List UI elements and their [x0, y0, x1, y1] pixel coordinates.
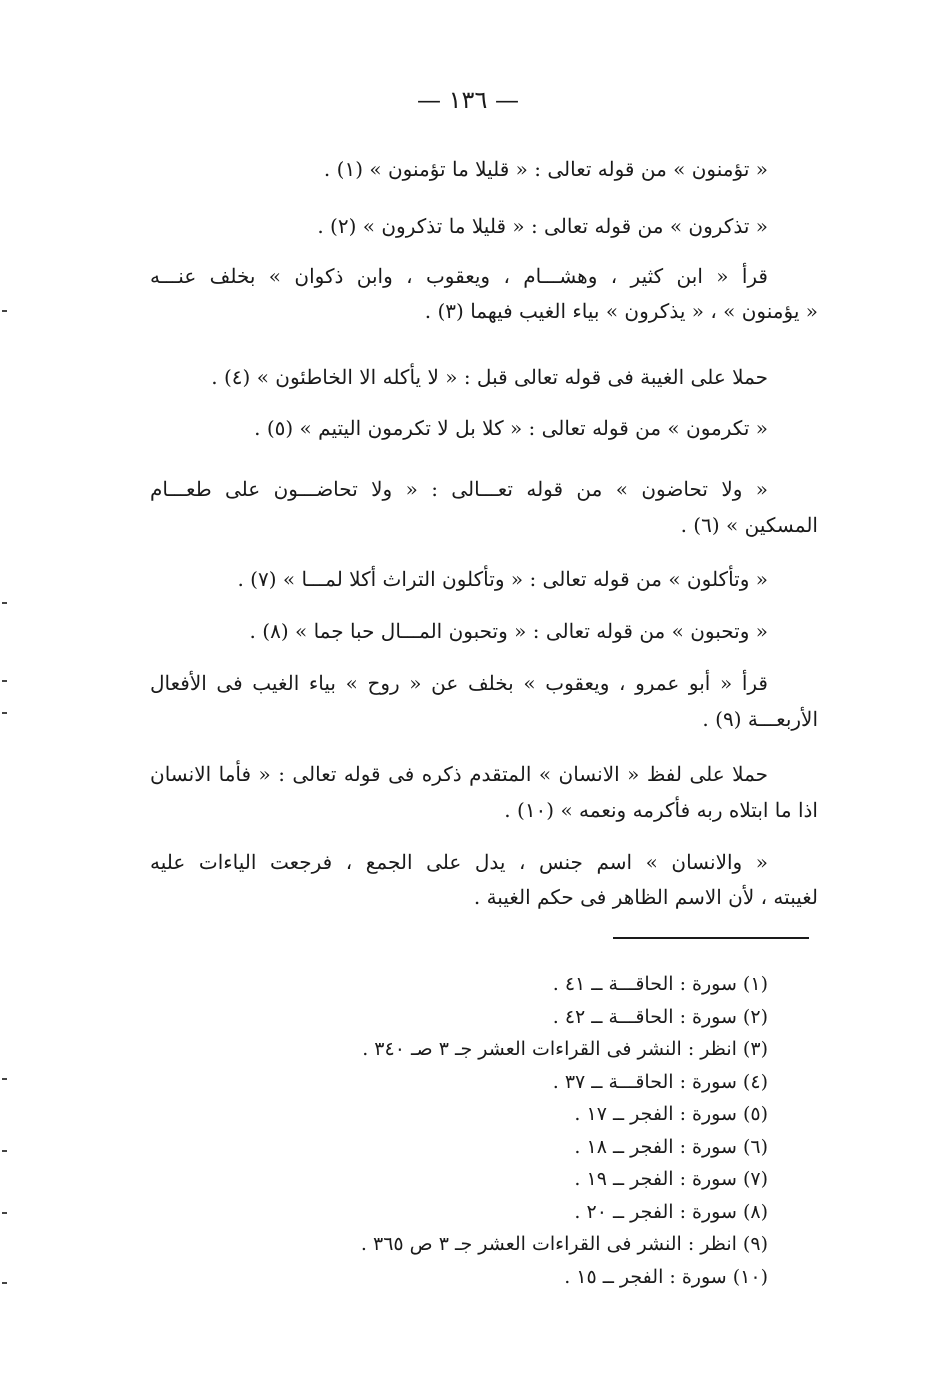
footnote: (١٠) سورة : الفجر ــ ١٥ . — [564, 1266, 768, 1288]
scan-speck — [2, 1212, 7, 1214]
body-line: « وتأكلون » من قوله تعالى : « وتأكلون التراث أكلا لمـــا » (٧) . — [237, 567, 768, 591]
footnote-divider — [613, 937, 809, 939]
body-line: لغيبته ، لأن الاسم الظاهر فى حكم الغيبة . — [473, 885, 818, 909]
page-number: — ١٣٦ — — [417, 86, 519, 114]
body-line: المسكين » (٦) . — [680, 513, 818, 537]
body-line: « ولا تحاضون » من قوله تعـــالى : « ولا تحاضـــون على طعـــام — [150, 477, 768, 501]
scan-speck — [2, 602, 7, 604]
scan-speck — [2, 712, 7, 714]
body-line: قرأ « ابن كثير ، وهشـــام ، ويعقوب ، وابن ذكوان » بخلف عنـــه — [150, 264, 768, 288]
body-line: « والانسان » اسم جنس ، يدل على الجمع ، فرجعت الياءات عليه — [150, 850, 768, 874]
footnote: (٧) سورة : الفجر ــ ١٩ . — [574, 1168, 768, 1190]
scan-speck — [2, 1150, 7, 1152]
body-line: قرأ « أبو عمرو ، ويعقوب » بخلف عن « روح » بياء الغيب فى الأفعال — [150, 671, 768, 695]
footnote: (١) سورة : الحاقـــة ــ ٤١ . — [552, 973, 768, 995]
body-line: « تكرمون » من قوله تعالى : « كلا بل لا تكرمون اليتيم » (٥) . — [254, 416, 768, 440]
footnote: (٨) سورة : الفجر ــ ٢٠ . — [574, 1201, 768, 1223]
body-line: اذا ما ابتلاه ربه فأكرمه ونعمه » (١٠) . — [504, 798, 818, 822]
footnote: (٦) سورة : الفجر ــ ١٨ . — [574, 1136, 768, 1158]
footnote: (٥) سورة : الفجر ــ ١٧ . — [574, 1103, 768, 1125]
body-line: الأربعـــة (٩) . — [702, 707, 818, 731]
body-line: حملا على لفظ « الانسان » المتقدم ذكره فى قوله تعالى : « فأما الانسان — [150, 762, 768, 786]
scan-speck — [2, 680, 7, 682]
footnote: (٤) سورة : الحاقـــة ــ ٣٧ . — [552, 1071, 768, 1093]
body-line: « تؤمنون » من قوله تعالى : « قليلا ما تؤمنون » (١) . — [323, 157, 768, 181]
footnote: (٣) انظر : النشر فى القراءات العشر جـ ٣ صـ ٣٤٠ . — [362, 1038, 768, 1060]
body-line: « تذكرون » من قوله تعالى : « قليلا ما تذكرون » (٢) . — [317, 214, 768, 238]
body-line: « وتحبون » من قوله تعالى : « وتحبون المـــال حبا جما » (٨) . — [249, 619, 768, 643]
body-line: « يؤمنون » ، « يذكرون » بياء الغيب فيهما (٣) . — [424, 299, 818, 323]
scan-speck — [2, 1282, 7, 1284]
footnote: (٩) انظر : النشر فى القراءات العشر جـ ٣ ص ٣٦٥ . — [360, 1233, 768, 1255]
body-line: حملا على الغيبة فى قوله تعالى قبل : « لا يأكله الا الخاطئون » (٤) . — [211, 365, 768, 389]
footnote: (٢) سورة : الحاقـــة ــ ٤٢ . — [552, 1006, 768, 1028]
scan-speck — [2, 310, 7, 312]
scan-speck — [2, 1078, 7, 1080]
